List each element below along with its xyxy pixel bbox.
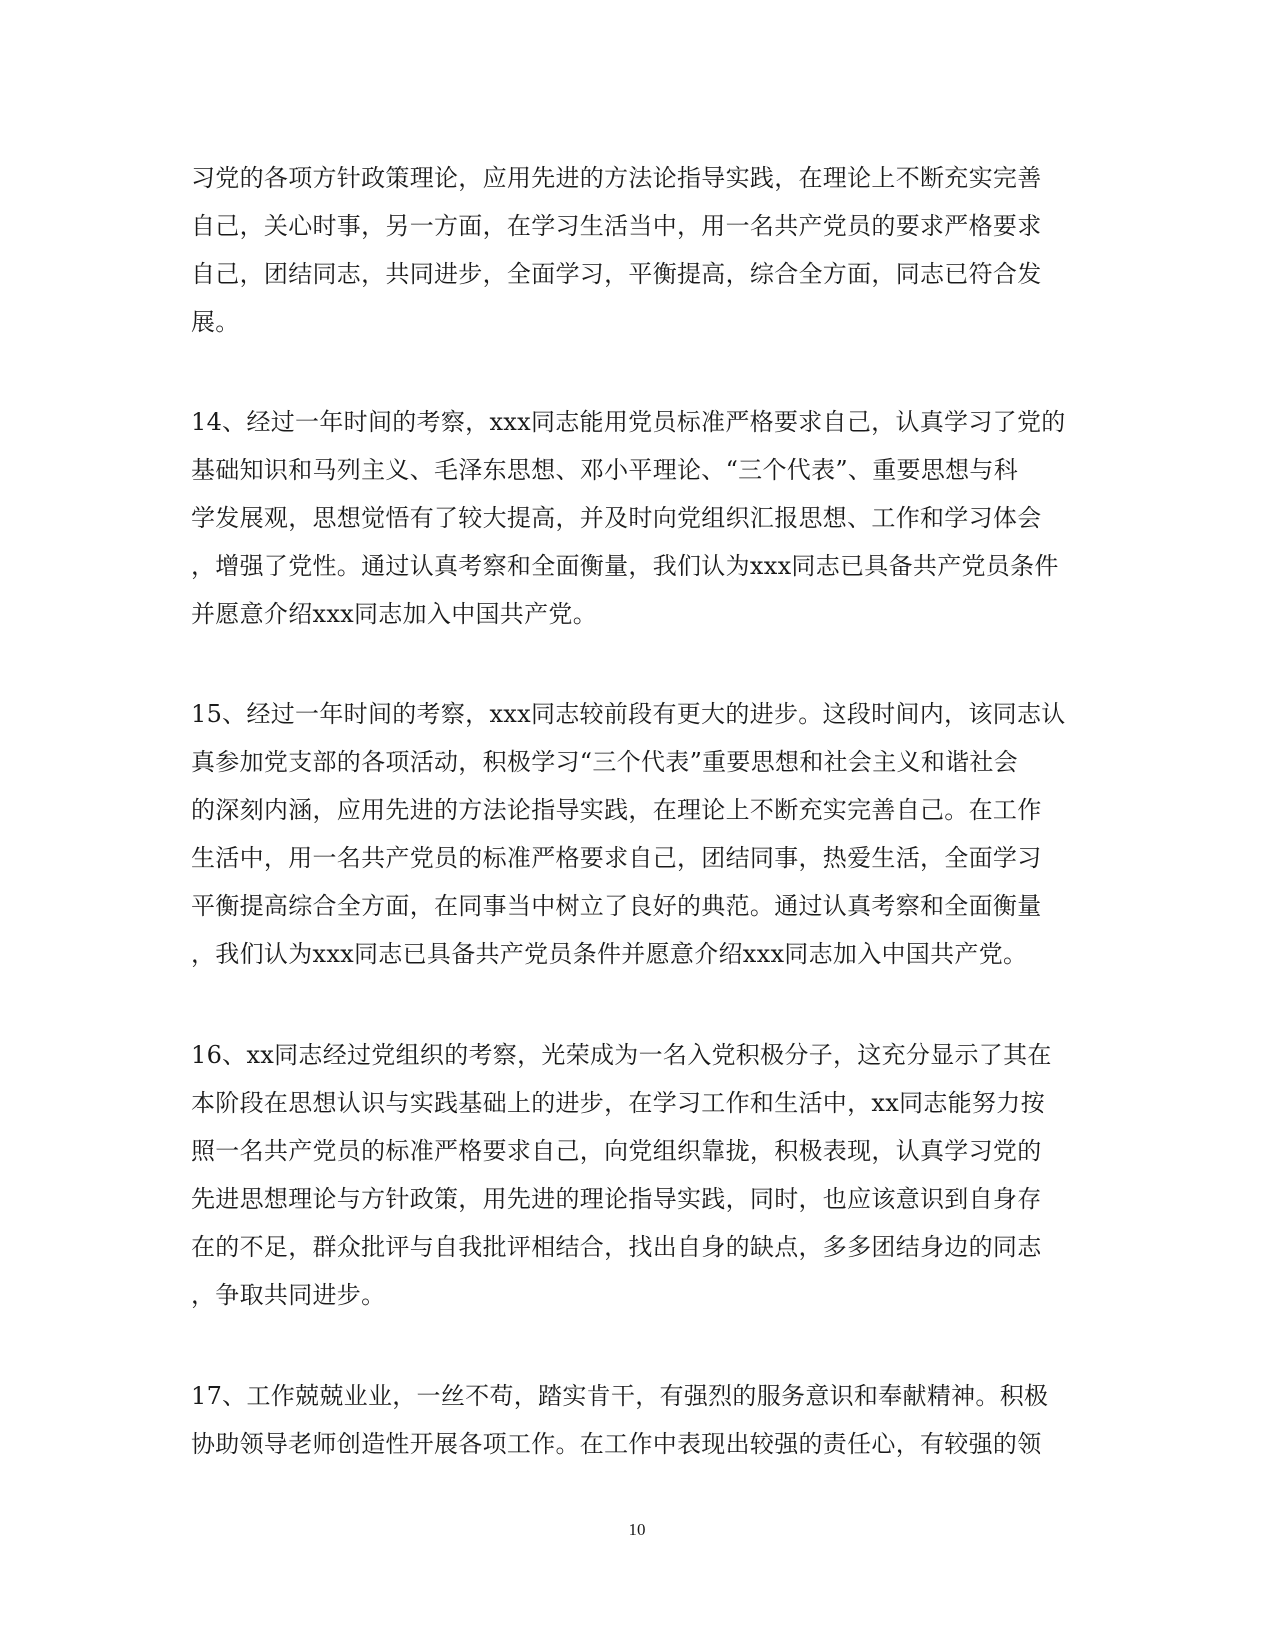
- text-line: 自己，关心时事，另一方面，在学习生活当中，用一名共产党员的要求严格要求: [191, 212, 1042, 240]
- text-line: 协助领导老师创造性开展各项工作。在工作中表现出较强的责任心，有较强的领: [191, 1430, 1042, 1458]
- text-line: 真参加党支部的各项活动，积极学习“三个代表”重要思想和社会主义和谐社会: [191, 748, 1019, 776]
- page-number: 10: [628, 1520, 646, 1539]
- text-line: 平衡提高综合全方面，在同事当中树立了良好的典范。通过认真考察和全面衡量: [191, 892, 1042, 920]
- paragraph-item-16: [191, 1031, 1091, 1319]
- text-line: ，增强了党性。通过认真考察和全面衡量，我们认为xxx同志已具备共产党员条件: [191, 552, 1059, 580]
- text-line: 先进思想理论与方针政策，用先进的理论指导实践，同时，也应该意识到自身存: [191, 1185, 1042, 1213]
- paragraph-continuation: [191, 154, 1091, 346]
- text-line: 本阶段在思想认识与实践基础上的进步，在学习工作和生活中，xx同志能努力按: [191, 1089, 1045, 1117]
- text-line: 自己，团结同志，共同进步，全面学习，平衡提高，综合全方面，同志已符合发: [191, 260, 1042, 288]
- text-line: 习党的各项方针政策理论，应用先进的方法论指导实践，在理论上不断充实完善: [191, 164, 1042, 192]
- text-line: 学发展观，思想觉悟有了较大提高，并及时向党组织汇报思想、工作和学习体会: [191, 504, 1042, 532]
- text-line: 16、xx同志经过党组织的考察，光荣成为一名入党积极分子，这充分显示了其在: [191, 1041, 1052, 1069]
- text-line: ，我们认为xxx同志已具备共产党员条件并愿意介绍xxx同志加入中国共产党。: [191, 940, 1028, 968]
- paragraph-item-17: [191, 1372, 1091, 1468]
- text-line: 17、工作兢兢业业，一丝不苟，踏实肯干，有强烈的服务意识和奉献精神。积极: [191, 1382, 1049, 1410]
- text-line: 展。: [191, 308, 240, 336]
- text-line: 生活中，用一名共产党员的标准严格要求自己，团结同事，热爱生活，全面学习: [191, 844, 1042, 872]
- paragraph-item-14: [191, 398, 1091, 638]
- text-line: 在的不足，群众批评与自我批评相结合，找出自身的缺点，多多团结身边的同志: [191, 1233, 1042, 1261]
- text-line: 的深刻内涵，应用先进的方法论指导实践，在理论上不断充实完善自己。在工作: [191, 796, 1042, 824]
- text-line: 14、经过一年时间的考察，xxx同志能用党员标准严格要求自己，认真学习了党的: [191, 408, 1066, 436]
- text-line: ，争取共同进步。: [191, 1281, 386, 1309]
- text-line: 基础知识和马列主义、毛泽东思想、邓小平理论、“三个代表”、重要思想与科: [191, 456, 1019, 484]
- text-line: 并愿意介绍xxx同志加入中国共产党。: [191, 600, 598, 628]
- text-line: 照一名共产党员的标准严格要求自己，向党组织靠拢，积极表现，认真学习党的: [191, 1137, 1042, 1165]
- paragraph-item-15: [191, 690, 1091, 978]
- text-line: 15、经过一年时间的考察，xxx同志较前段有更大的进步。这段时间内，该同志认: [191, 700, 1066, 728]
